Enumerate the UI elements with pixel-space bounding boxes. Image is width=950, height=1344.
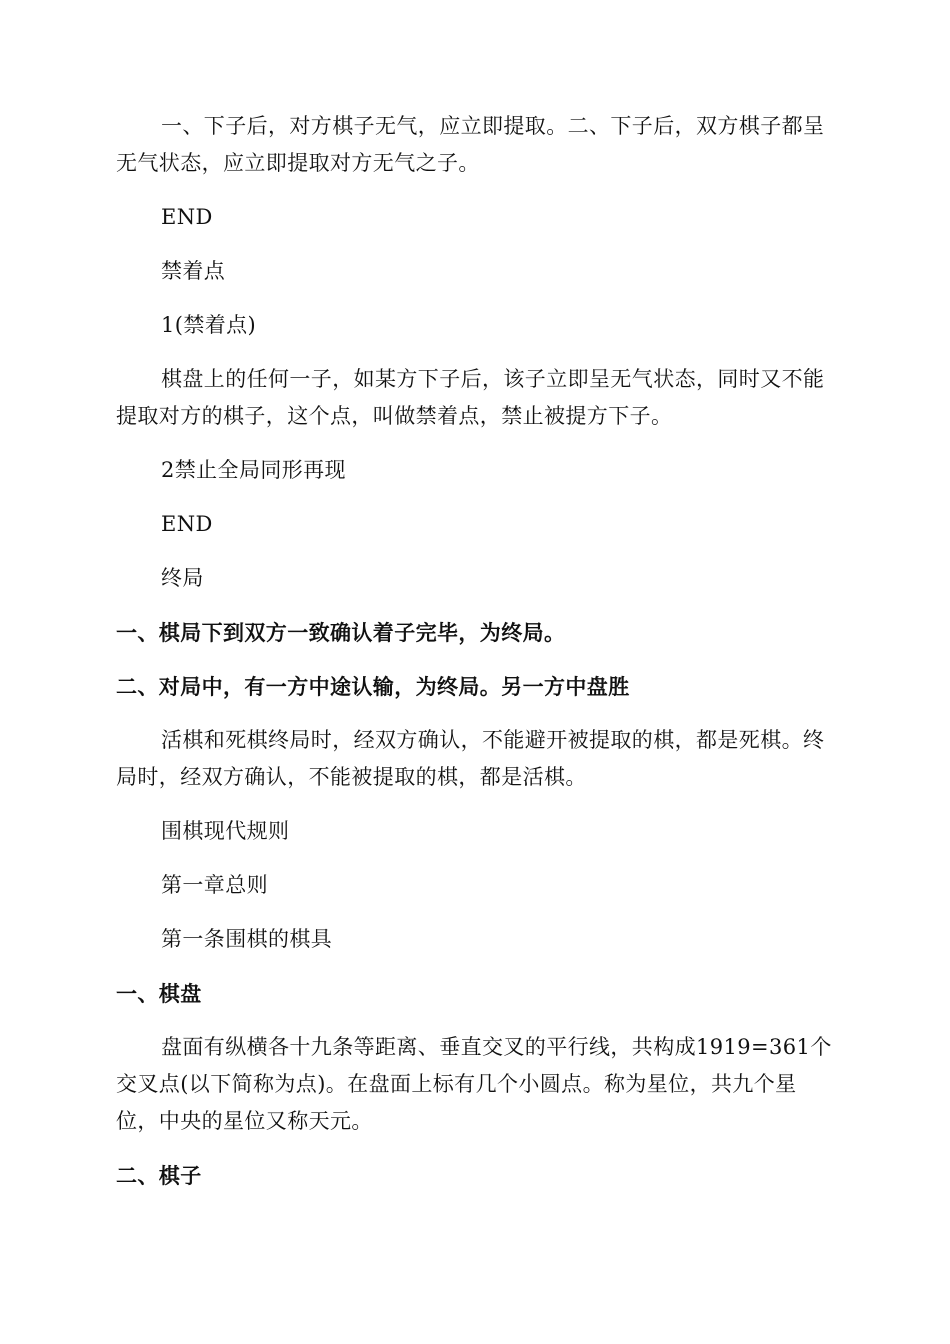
heading-chapter-one: 第一章总则 (161, 873, 268, 897)
heading-forbidden-point: 禁着点 (161, 259, 226, 283)
paragraph-game-end-rule-1: 一、棋局下到双方一致确认着子完毕，为终局。 (116, 620, 566, 645)
subheading-board: 一、棋盘 (116, 981, 202, 1006)
paragraph-end-marker: END (161, 512, 213, 536)
heading-article-one: 第一条围棋的棋具 (161, 927, 333, 951)
subheading-forbidden-point: 1(禁着点) (161, 313, 257, 337)
subheading-no-repetition: 2禁止全局同形再现 (161, 458, 346, 482)
heading-modern-rules: 围棋现代规则 (161, 819, 290, 843)
paragraph-capture-rules: 一、下子后，对方棋子无气，应立即提取。二、下子后，双方棋子都呈无气状态，应立即提取对方无气之子。 (116, 114, 825, 175)
paragraph-forbidden-point-definition: 棋盘上的任何一子，如某方下子后，该子立即呈无气状态，同时又不能提取对方的棋子，这个点，叫做禁着点，禁止被提方下子。 (116, 367, 825, 428)
paragraph-end-marker: END (161, 205, 213, 229)
heading-game-end: 终局 (161, 566, 204, 590)
paragraph-live-dead-stones: 活棋和死棋终局时，经双方确认，不能避开被提取的棋，都是死棋。终局时，经双方确认，不能被提取的棋，都是活棋。 (116, 728, 825, 789)
paragraph-board-description: 盘面有纵横各十九条等距离、垂直交叉的平行线，共构成1919=361个交叉点(以下简称为点)。在盘面上标有几个小圆点。称为星位，共九个星位，中央的星位又称天元。 (116, 1035, 832, 1133)
document-page (116, 108, 836, 1194)
subheading-stones: 二、棋子 (116, 1163, 202, 1188)
paragraph-game-end-rule-2: 二、对局中，有一方中途认输，为终局。另一方中盘胜 (116, 674, 630, 699)
